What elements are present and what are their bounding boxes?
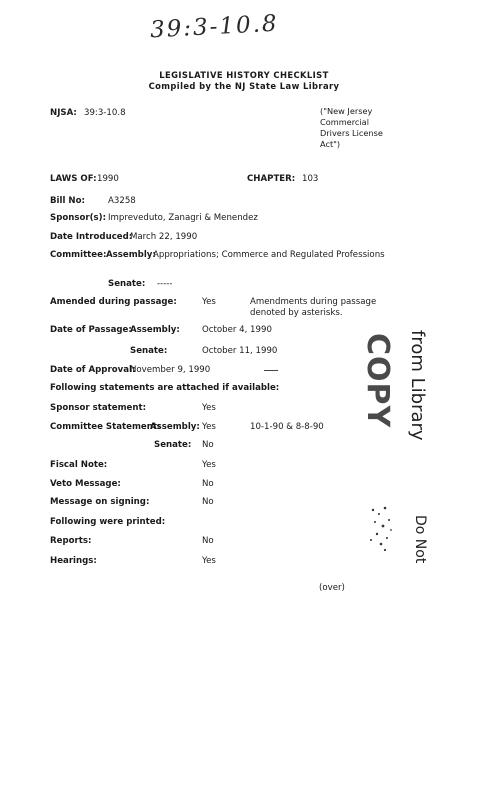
bill-no-value: A3258 <box>108 196 136 206</box>
act-name-line-1: ("New Jersey <box>320 106 373 116</box>
passage-assembly-value: October 4, 1990 <box>202 325 272 335</box>
over-note: (over) <box>319 583 345 593</box>
committee-statement-dates: 10-1-90 & 8-8-90 <box>250 422 324 432</box>
veto-message-value: No <box>202 479 214 489</box>
bill-no-label: Bill No: <box>50 196 85 206</box>
stamp-speckles <box>365 500 405 560</box>
handwritten-statute-number: 39:3-10.8 <box>149 10 280 44</box>
reports-value: No <box>202 536 214 546</box>
date-introduced-label: Date Introduced: <box>50 232 133 242</box>
act-name-line-4: Act") <box>320 139 341 149</box>
committee-statement-assembly-label: Assembly: <box>150 422 200 432</box>
njsa-value: 39:3-10.8 <box>84 108 126 118</box>
committee-assembly-value: Appropriations; Commerce and Regulated Professions <box>153 250 385 260</box>
stamp-copy-text: COPY <box>360 333 395 429</box>
stamp-do-not-text: Do Not <box>412 515 428 564</box>
committee-statement-assembly-value: Yes <box>202 422 216 432</box>
message-on-signing-label: Message on signing: <box>50 497 150 507</box>
committee-statement-senate-label: Senate: <box>154 440 192 450</box>
committee-assembly-label: Assembly: <box>106 250 156 260</box>
amended-value: Yes <box>202 297 216 307</box>
stamp-from-library-text: from Library <box>407 330 428 441</box>
fiscal-note-label: Fiscal Note: <box>50 460 108 470</box>
passage-assembly-label: Assembly: <box>130 325 180 335</box>
amended-label: Amended during passage: <box>50 297 177 307</box>
sponsor-statement-value: Yes <box>202 403 216 413</box>
document-title: LEGISLATIVE HISTORY CHECKLIST <box>159 70 329 80</box>
laws-of-value: 1990 <box>97 174 119 184</box>
date-of-approval-value: November 9, 1990 <box>130 365 211 375</box>
chapter-value: 103 <box>302 174 319 184</box>
act-name-line-3: Drivers License <box>320 128 383 138</box>
following-printed-heading: Following were printed: <box>50 517 166 527</box>
sponsors-value: Impreveduto, Zanagri & Menendez <box>108 213 258 223</box>
reports-label: Reports: <box>50 536 92 546</box>
stray-mark <box>264 370 278 371</box>
sponsor-statement-label: Sponsor statement: <box>50 403 147 413</box>
amended-note-line-1: Amendments during passage <box>250 297 377 307</box>
chapter-label: CHAPTER: <box>247 174 296 184</box>
hearings-value: Yes <box>202 556 216 566</box>
hearings-label: Hearings: <box>50 556 97 566</box>
fiscal-note-value: Yes <box>202 460 216 470</box>
laws-of-label: LAWS OF: <box>50 174 97 184</box>
passage-senate-value: October 11, 1990 <box>202 346 278 356</box>
committee-senate-value: ----- <box>157 279 173 289</box>
passage-senate-label: Senate: <box>130 346 168 356</box>
sponsors-label: Sponsor(s): <box>50 213 107 223</box>
act-name-line-2: Commercial <box>320 117 369 127</box>
document-subtitle: Compiled by the NJ State Law Library <box>148 81 340 91</box>
committee-statement-senate-value: No <box>202 440 214 450</box>
date-of-passage-label: Date of Passage: <box>50 325 132 335</box>
committee-label: Committee: <box>50 250 107 260</box>
njsa-label: NJSA: <box>50 108 77 118</box>
message-on-signing-value: No <box>202 497 214 507</box>
committee-statement-label: Committee Statement: <box>50 422 161 432</box>
amended-note-line-2: denoted by asterisks. <box>250 308 343 318</box>
committee-senate-label: Senate: <box>108 279 146 289</box>
date-introduced-value: March 22, 1990 <box>130 232 198 242</box>
veto-message-label: Veto Message: <box>50 479 121 489</box>
date-of-approval-label: Date of Approval: <box>50 365 136 375</box>
following-attached-heading: Following statements are attached if available: <box>50 383 280 393</box>
